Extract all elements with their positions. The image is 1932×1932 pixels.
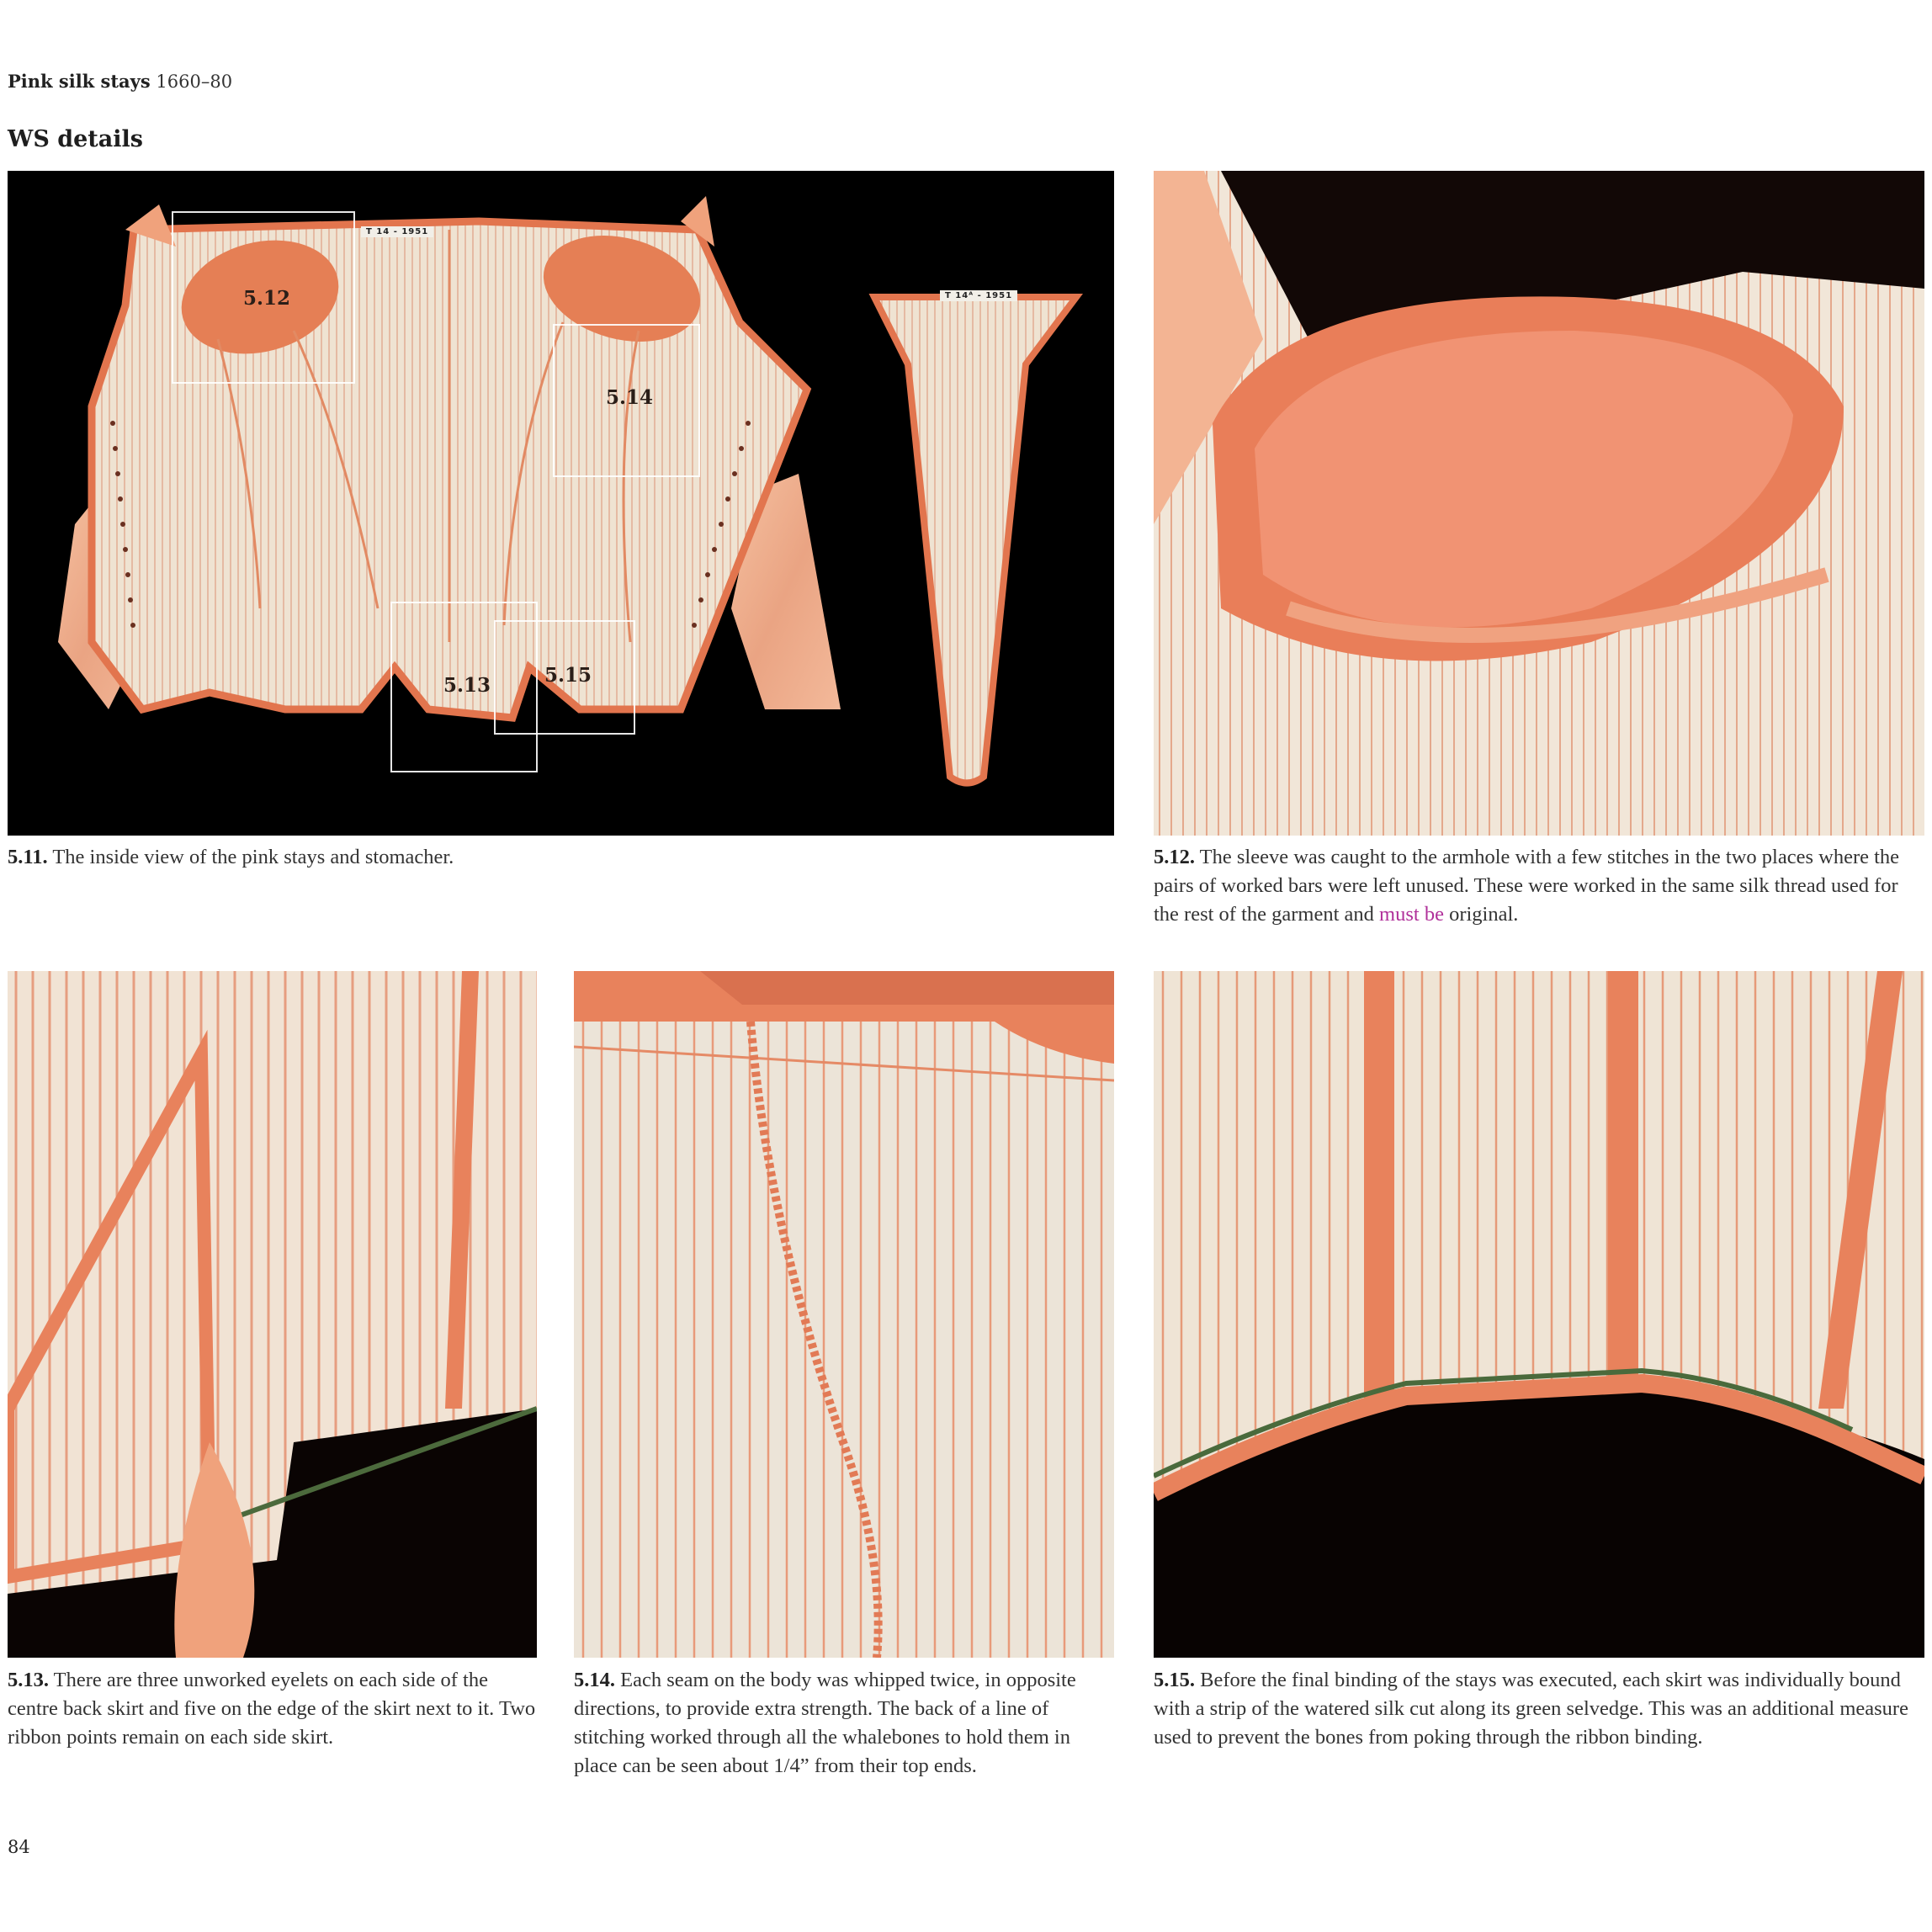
detail-label-5-12: 5.12 (243, 287, 291, 310)
figure-5-12-caption (1154, 843, 1928, 929)
detail-label-5-15: 5.15 (544, 664, 592, 687)
section-title: WS details (8, 126, 143, 152)
figure-number: 5.14. (574, 1669, 615, 1691)
figure-number: 5.12. (1154, 846, 1195, 868)
figure-number: 5.13. (8, 1669, 49, 1691)
figure-5-15-caption (1154, 1666, 1928, 1752)
caption-text: Each seam on the body was whipped twice, in opposite directions, to provide extra strength. The back of a line of stitching worked through all the whalebones to hold them in place can be seen about 1/4” from their top ends. (574, 1669, 1076, 1777)
museum-tag-stays: T 14 - 1951 (361, 226, 433, 237)
detail-label-5-14: 5.14 (606, 386, 654, 409)
detail-label-5-13: 5.13 (443, 674, 491, 697)
caption-text: The inside view of the pink stays and stomacher. (47, 846, 454, 868)
caption-text: There are three unworked eyelets on each side of the centre back skirt and five on the edge of the skirt next to it. Two ribbon points remain on each side skirt. (8, 1669, 536, 1749)
caption-text: Before the final binding of the stays was executed, each skirt was individually bound with a strip of the watered silk cut along its green selvedge. This was an additional measure used to prevent the bones from poking through the ribbon binding. (1154, 1669, 1908, 1749)
figure-5-12-photo (1154, 171, 1924, 836)
skirt-binding-illustration (1154, 971, 1924, 1658)
figure-number: 5.11. (8, 846, 48, 868)
caption-text-end: original. (1443, 903, 1519, 926)
figure-5-15-photo (1154, 971, 1924, 1658)
figure-5-13-photo (8, 971, 537, 1658)
museum-tag-stomacher: T 14ᴬ - 1951 (940, 290, 1017, 301)
highlighted-text: must be (1379, 903, 1444, 926)
whipped-seam-illustration (574, 971, 1114, 1658)
figure-5-13-caption (8, 1666, 538, 1752)
page-number: 84 (8, 1837, 30, 1857)
figure-5-14-caption (574, 1666, 1117, 1781)
armhole-detail-illustration (1154, 171, 1924, 836)
running-head (8, 71, 232, 92)
running-head-title: Pink silk stays (8, 71, 151, 92)
figure-5-14-photo (574, 971, 1114, 1658)
figure-5-11-caption (8, 843, 1110, 872)
figure-5-11-photo (8, 171, 1114, 836)
caption-text: The sleeve was caught to the armhole with a few stitches in the two places where the pairs of worked bars were left unused. These were worked in the same silk thread used for the rest of the garment and (1154, 846, 1900, 926)
running-head-date: 1660–80 (156, 72, 233, 92)
centre-back-skirt-illustration (8, 971, 537, 1658)
figure-number: 5.15. (1154, 1669, 1195, 1691)
